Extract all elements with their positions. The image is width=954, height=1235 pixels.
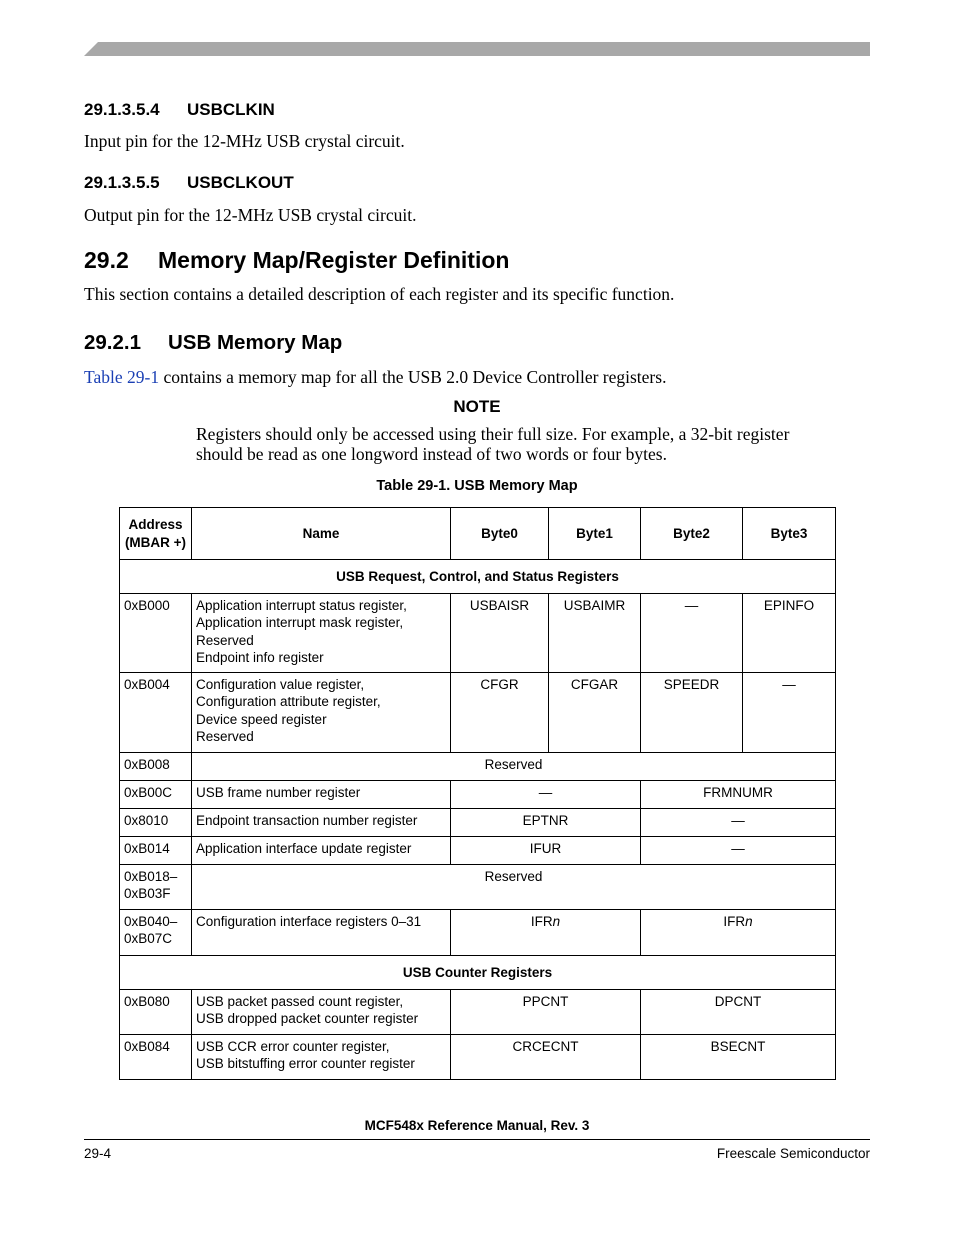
section-number: 29.1.3.5.5: [84, 173, 160, 192]
address-line: 0xB040–: [124, 914, 178, 929]
table-row: [120, 837, 836, 865]
low-word-cell: EPTNR: [451, 809, 641, 837]
section-heading-request-control-status: USB Request, Control, and Status Registers: [120, 560, 836, 594]
header-byte0: Byte0: [451, 508, 549, 560]
header-decorative-bar: [84, 42, 870, 56]
section-title: Memory Map/Register Definition: [158, 247, 510, 273]
name-line: Configuration attribute register,: [196, 694, 381, 710]
section-number: 29.2.1: [84, 331, 141, 354]
address-cell: 0xB004: [120, 673, 192, 753]
name-line: USB bitstuffing error counter register: [196, 1056, 415, 1072]
byte2-cell: —: [641, 594, 743, 673]
address-cell: 0xB000: [120, 594, 192, 673]
low-word-cell: [451, 910, 641, 956]
heading-usbclkout: [84, 173, 294, 193]
table-row: [120, 809, 836, 837]
footer-divider: [84, 1139, 870, 1140]
name-line: USB CCR error counter register,: [196, 1039, 390, 1054]
header-byte1: Byte1: [549, 508, 641, 560]
register-index-variable: n: [552, 914, 561, 929]
paragraph-section-description: This section contains a detailed description of each register and its specific function.: [84, 284, 675, 304]
high-word-cell: —: [641, 837, 836, 865]
table-row: [120, 990, 836, 1035]
low-word-cell: IFUR: [451, 837, 641, 865]
name-cell: [192, 990, 451, 1035]
name-line: USB dropped packet counter register: [196, 1011, 419, 1027]
table-row: [120, 910, 836, 956]
name-cell: [192, 594, 451, 673]
name-line: Application interrupt mask register,: [196, 615, 404, 631]
name-line: Configuration value register,: [196, 677, 365, 692]
low-word-cell: PPCNT: [451, 990, 641, 1035]
register-prefix: IFR: [530, 914, 553, 929]
reserved-cell: Reserved: [192, 753, 836, 781]
usb-memory-map-table: [119, 507, 836, 1080]
register-prefix: IFR: [723, 914, 746, 929]
high-word-cell: [641, 910, 836, 956]
byte1-cell: CFGAR: [549, 673, 641, 753]
name-cell: [192, 1035, 451, 1080]
table-section-row: [120, 560, 836, 594]
address-cell: 0xB014: [120, 837, 192, 865]
byte0-cell: USBAISR: [451, 594, 549, 673]
high-word-cell: DPCNT: [641, 990, 836, 1035]
table-row: [120, 594, 836, 673]
paragraph-memory-map-intro: [84, 367, 666, 388]
address-cell: [120, 910, 192, 956]
section-number: 29.1.3.5.4: [84, 100, 160, 119]
header-address: Address (MBAR +): [120, 508, 192, 560]
company-name: Freescale Semiconductor: [716, 1146, 870, 1161]
high-word-cell: BSECNT: [641, 1035, 836, 1080]
table-row: [120, 1035, 836, 1080]
section-title: USBCLKIN: [187, 100, 275, 119]
name-line: Reserved: [196, 728, 254, 744]
name-line: USB packet passed count register,: [196, 994, 404, 1009]
address-cell: 0x8010: [120, 809, 192, 837]
section-title: USB Memory Map: [168, 331, 343, 354]
name-cell: Configuration interface registers 0–31: [192, 910, 451, 956]
footer-manual-title: MCF548x Reference Manual, Rev. 3: [364, 1118, 590, 1133]
byte3-cell: —: [743, 673, 836, 753]
name-line: Reserved: [196, 632, 254, 648]
page-number: 29-4: [84, 1146, 112, 1161]
name-cell: Endpoint transaction number register: [192, 809, 451, 837]
byte3-cell: EPINFO: [743, 594, 836, 673]
table-caption: Table 29-1. USB Memory Map: [376, 478, 578, 494]
table-section-row: [120, 956, 836, 990]
table-row: [120, 673, 836, 753]
address-cell: 0xB00C: [120, 781, 192, 809]
paragraph-usbclkin: Input pin for the 12-MHz USB crystal circuit.: [84, 131, 405, 151]
name-line: Application interrupt status register,: [196, 598, 407, 613]
address-cell: [120, 865, 192, 910]
section-title: USBCLKOUT: [187, 173, 294, 192]
address-line: 0xB03F: [124, 886, 171, 902]
paragraph-usbclkout: Output pin for the 12-MHz USB crystal circuit.: [84, 205, 417, 225]
address-line: 0xB018–: [124, 869, 178, 884]
paragraph-text: contains a memory map for all the USB 2.0 Device Controller registers.: [159, 367, 667, 387]
byte1-cell: USBAIMR: [549, 594, 641, 673]
table-header-row: [120, 508, 836, 560]
address-line: 0xB07C: [124, 931, 173, 947]
address-cell: 0xB080: [120, 990, 192, 1035]
note-body: Registers should only be accessed using their full size. For example, a 32-bit register should be read as one longword instead of two words or four bytes.: [196, 424, 790, 464]
table-reference-link[interactable]: Table 29-1: [84, 367, 160, 387]
address-cell: 0xB084: [120, 1035, 192, 1080]
header-byte3: Byte3: [743, 508, 836, 560]
section-heading-counter-registers: USB Counter Registers: [120, 956, 836, 990]
section-number: 29.2: [84, 247, 129, 273]
byte0-cell: CFGR: [451, 673, 549, 753]
table-row: [120, 753, 836, 781]
high-word-cell: FRMNUMR: [641, 781, 836, 809]
heading-usb-memory-map: [84, 331, 342, 355]
low-word-cell: —: [451, 781, 641, 809]
name-cell: USB frame number register: [192, 781, 451, 809]
name-line: Device speed register: [196, 711, 327, 727]
low-word-cell: CRCECNT: [451, 1035, 641, 1080]
register-index-variable: n: [745, 914, 753, 929]
table-row: [120, 865, 836, 910]
name-cell: Application interface update register: [192, 837, 451, 865]
reserved-cell: Reserved: [192, 865, 836, 910]
header-byte2: Byte2: [641, 508, 743, 560]
heading-usbclkin: [84, 100, 275, 120]
table-row: [120, 781, 836, 809]
header-name: Name: [192, 508, 451, 560]
byte2-cell: SPEEDR: [641, 673, 743, 753]
name-line: Endpoint info register: [196, 649, 324, 665]
heading-memory-map-register-definition: [84, 247, 509, 274]
name-cell: [192, 673, 451, 753]
note-title: NOTE: [453, 397, 501, 416]
address-cell: 0xB008: [120, 753, 192, 781]
high-word-cell: —: [641, 809, 836, 837]
